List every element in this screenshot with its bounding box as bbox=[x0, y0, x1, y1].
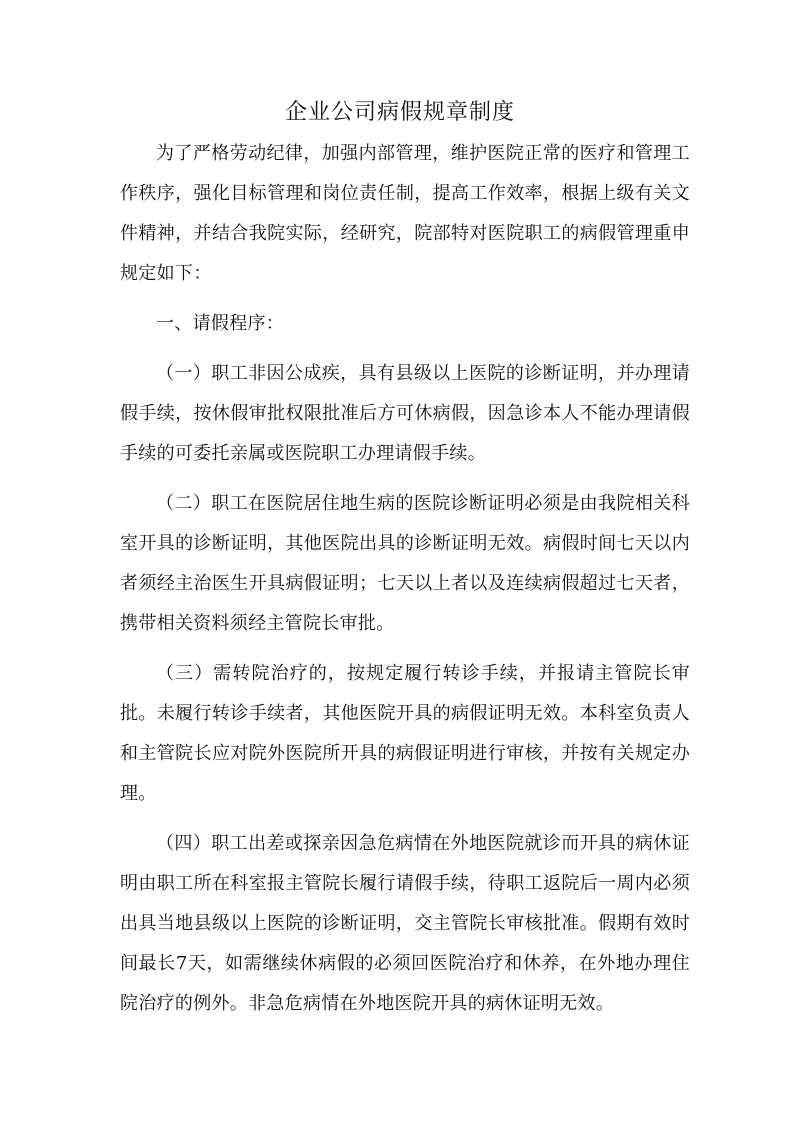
paragraph-item-4: （四）职工出差或探亲因急危病情在外地医院就诊而开具的病休证明由职工所在科室报主管院长履行请假手续，待职工返院后一周内必须出具当地县级以上医院的诊断证明，交主管院长审核批准。假期有效时间最长7天，如需继续休病假的必须回医院治疗和休养，在外地办理住院治疗的例外。非急危病情在外地医院开具的病休证明无效。 bbox=[120, 833, 690, 1014]
section-heading-leave-procedure: 一、请假程序： bbox=[156, 313, 285, 334]
paragraph-item-1: （一）职工非因公成疾，具有县级以上医院的诊断证明，并办理请假手续，按休假审批权限批准后方可休病假，因急诊本人不能办理请假手续的可委托亲属或医院职工办理请假手续。 bbox=[120, 363, 690, 464]
document-title: 企业公司病假规章制度 bbox=[284, 100, 515, 125]
paragraph-item-2: （二）职工在医院居住地生病的医院诊断证明必须是由我院相关科室开具的诊断证明，其他医院出具的诊断证明无效。病假时间七天以内者须经主治医生开具病假证明；七天以上者以及连续病假超过七天者，携带相关资料须经主管院长审批。 bbox=[120, 493, 690, 634]
document-body bbox=[120, 134, 690, 1034]
paragraph-item-3: （三）需转院治疗的，按规定履行转诊手续，并报请主管院长审批。未履行转诊手续者，其他医院开具的病假证明无效。本科室负责人和主管院长应对院外医院所开具的病假证明进行审核，并按有关规定办理。 bbox=[120, 663, 690, 804]
paragraph-intro: 为了严格劳动纪律，加强内部管理，维护医院正常的医疗和管理工作秩序，强化目标管理和岗位责任制，提高工作效率，根据上级有关文件精神，并结合我院实际，经研究，院部特对医院职工的病假管理重申规定如下： bbox=[120, 143, 690, 284]
